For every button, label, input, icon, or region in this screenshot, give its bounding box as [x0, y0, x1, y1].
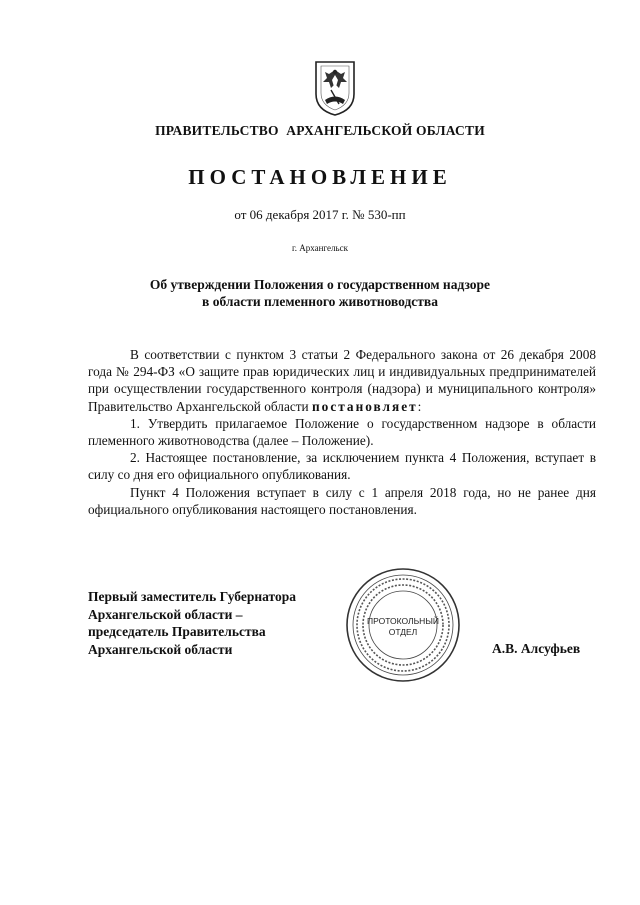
- item-1-paragraph: 1. Утвердить прилагаемое Положение о государственном надзоре в области племенного животноводства (далее – Положение).: [88, 415, 596, 449]
- document-date-number: от 06 декабря 2017 г. № 530-пп: [234, 207, 406, 222]
- arkhangelsk-coat-of-arms-icon: [313, 60, 357, 116]
- preamble-text: В соответствии с пунктом 3 статьи 2 Федерального закона от 26 декабря 2008 года № 294-ФЗ «О защите прав юридических лиц и индивидуальных предпринимателей при осуществлении государственного контроля (надзора) и муниципального контроля» Правительство Архангельской области: [88, 347, 596, 414]
- stamp-inner-line1: ПРОТОКОЛЬНЫЙ: [367, 616, 439, 626]
- signatory-position: [88, 588, 296, 658]
- document-city: г. Архангельск: [292, 243, 348, 253]
- preamble-paragraph: [88, 346, 596, 415]
- decree-keyword: постановляет: [312, 398, 418, 414]
- government-name: [0, 123, 640, 139]
- signatory-position-line3: председатель Правительства: [88, 624, 266, 639]
- document-title-line1: Об утверждении Положения о государственном надзоре: [149, 277, 491, 292]
- document-type: ПОСТАНОВЛЕНИЕ: [188, 165, 452, 189]
- decree-keyword-colon: :: [417, 398, 422, 414]
- signatory-position-line4: Архангельской области: [88, 641, 233, 657]
- stamp-inner-line2: ОТДЕЛ: [388, 627, 418, 637]
- document-body: [88, 346, 596, 518]
- signer-name: А.В. Алсуфьев: [492, 641, 581, 656]
- effective-date-paragraph: Пункт 4 Положения вступает в силу с 1 апреля 2018 года, но не ранее дня официального опубликования настоящего постановления.: [88, 484, 596, 517]
- document-title-line2: в области племенного животноводства: [202, 294, 438, 309]
- document-title: [0, 276, 640, 310]
- signatory-position-line1: Первый заместитель Губернатора: [88, 589, 296, 604]
- signatory-position-line2: Архангельской области –: [88, 606, 243, 622]
- government-name-part1: ПРАВИТЕЛЬСТВО: [155, 123, 279, 138]
- item-2-paragraph: 2. Настоящее постановление, за исключением пункта 4 Положения, вступает в силу со дня его официального опубликования.: [88, 450, 596, 483]
- government-name-part2: АРХАНГЕЛЬСКОЙ ОБЛАСТИ: [286, 123, 485, 138]
- round-seal-stamp-icon: [344, 566, 462, 684]
